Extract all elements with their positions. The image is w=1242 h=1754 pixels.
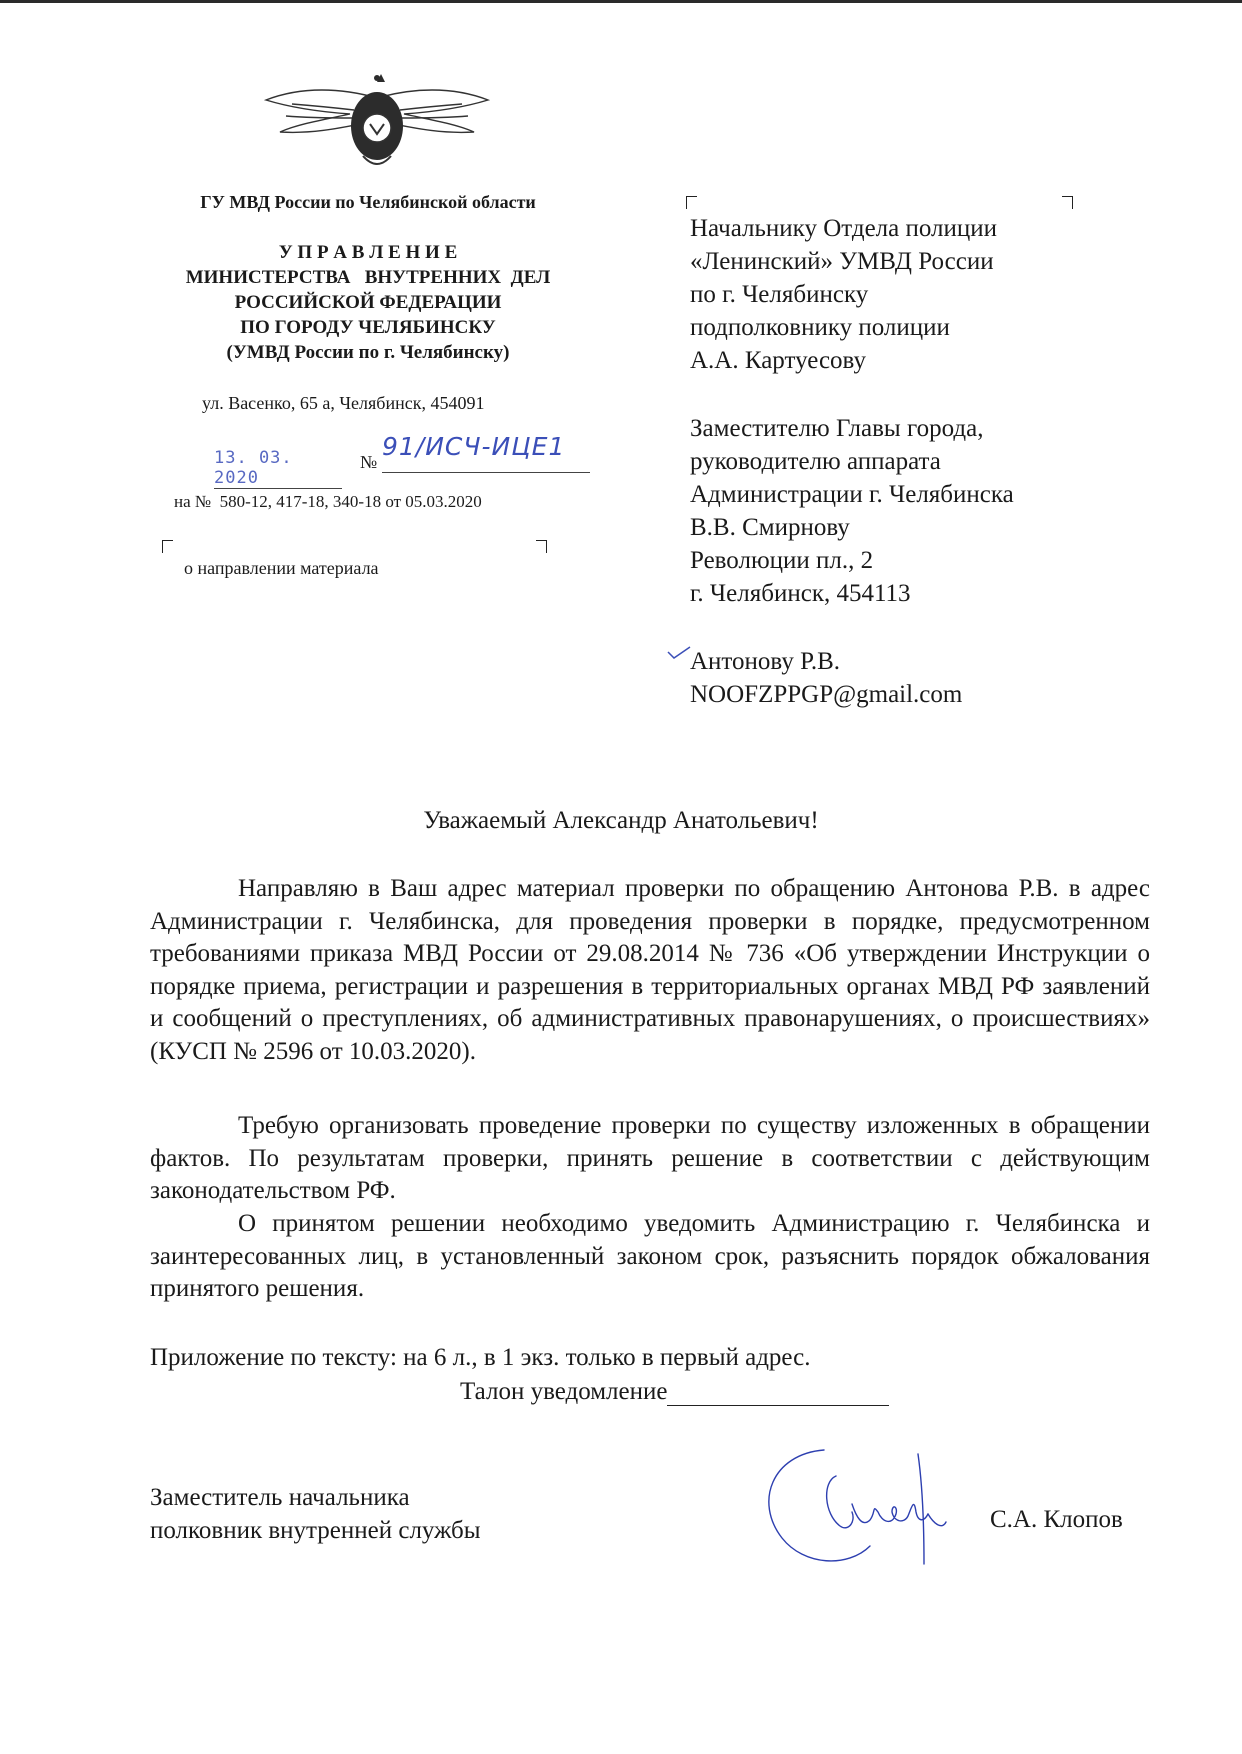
mvd-eagle-emblem-icon: [262, 68, 492, 180]
recipient-2-line: Революции пл., 2: [690, 547, 874, 574]
signatory-position: Заместитель начальника: [150, 1484, 410, 1511]
recipient-3-line: NOOFZPPGP@gmail.com: [690, 681, 963, 708]
body-paragraph-2: [150, 1110, 1150, 1208]
recipient-1-line: А.А. Картуесову: [690, 347, 867, 374]
attachment-line: Приложение по тексту: на 6 л., в 1 экз. только в первый адрес.: [150, 1344, 811, 1371]
recipient-3: [690, 645, 962, 711]
reg-number-label: №: [360, 452, 378, 472]
addressee-corner-right: [1062, 196, 1073, 209]
reference-line: на № 580-12, 417-18, 340-18 от 05.03.2020: [174, 492, 482, 511]
notice-label: Талон уведомление: [460, 1378, 668, 1405]
recipient-3-line: Антонову Р.В.: [690, 648, 841, 675]
check-mark-icon: [666, 644, 692, 662]
body-text-1: Направляю в Ваш адрес материал проверки по обращению Антонова Р.В. в адрес Администрации г. Челябинска, для проведения проверки в порядке, предусмотренном требованиями приказа МВД России от 29.08.2014 № 736 «Об утверждении Инструкции о порядке приема, регистрации и разрешения в территориальных органах МВД РФ заявлений и сообщений о преступлениях, об административных правонарушениях, о происшествиях» (КУСП № 2596 от 10.03.2020).: [150, 875, 1150, 1065]
reg-date-stamp: [214, 448, 342, 489]
dept-line-5: (УМВД России по г. Челябинску): [226, 342, 510, 363]
salutation: Уважаемый Александр Анатольевич!: [423, 807, 819, 834]
recipient-2-line: Администрации г. Челябинска: [690, 481, 1014, 508]
notice-line: [460, 1378, 889, 1406]
subject-corner-right: [536, 540, 547, 553]
reg-date: 13. 03. 2020: [214, 448, 293, 488]
recipient-2-line: В.В. Смирнову: [690, 514, 850, 541]
org-address: ул. Васенко, 65 а, Челябинск, 454091: [202, 393, 485, 413]
scan-top-edge: [0, 0, 1242, 3]
recipient-2: [690, 412, 1014, 610]
dept-line-1: У П Р А В Л Е Н И Е: [278, 242, 458, 263]
reg-number-field: [382, 432, 590, 473]
notice-blank: [667, 1383, 889, 1406]
handwritten-signature: [752, 1442, 964, 1572]
org-top-line: ГУ МВД России по Челябинской области: [200, 192, 536, 212]
recipient-1-line: «Ленинский» УМВД России: [690, 248, 994, 275]
reg-number: 91/ИСЧ-ИЦЕ1: [382, 432, 566, 461]
subject-line: о направлении материала: [184, 558, 379, 578]
body-paragraph-3: [150, 1208, 1150, 1306]
body-paragraph-1: [150, 873, 1150, 1068]
signatory-name: С.А. Клопов: [990, 1506, 1123, 1533]
body-text-3: О принятом решении необходимо уведомить Администрацию г. Челябинска и заинтересованных лиц, в установленный законом срок, разъяснить порядок обжалования принятого решения.: [150, 1210, 1150, 1302]
body-text-2: Требую организовать проведение проверки по существу изложенных в обращении фактов. По результатам проверки, принять решение в соответствии с действующим законодательством РФ.: [150, 1112, 1150, 1204]
recipient-1: [690, 212, 997, 377]
recipient-2-line: руководителю аппарата: [690, 448, 941, 475]
subject-corner-left: [162, 540, 173, 553]
dept-line-2: МИНИСТЕРСТВА ВНУТРЕННИХ ДЕЛ: [185, 267, 551, 288]
recipient-1-line: по г. Челябинску: [690, 281, 869, 308]
dept-line-3: РОССИЙСКОЙ ФЕДЕРАЦИИ: [234, 292, 502, 313]
addressee-corner-left: [686, 196, 697, 209]
recipient-2-line: Заместителю Главы города,: [690, 415, 984, 442]
dept-line-4: ПО ГОРОДУ ЧЕЛЯБИНСКУ: [240, 317, 496, 338]
signatory-rank: полковник внутренней службы: [150, 1517, 481, 1544]
recipient-1-line: Начальнику Отдела полиции: [690, 215, 998, 242]
recipient-2-line: г. Челябинск, 454113: [690, 580, 911, 607]
recipient-1-line: подполковнику полиции: [690, 314, 950, 341]
